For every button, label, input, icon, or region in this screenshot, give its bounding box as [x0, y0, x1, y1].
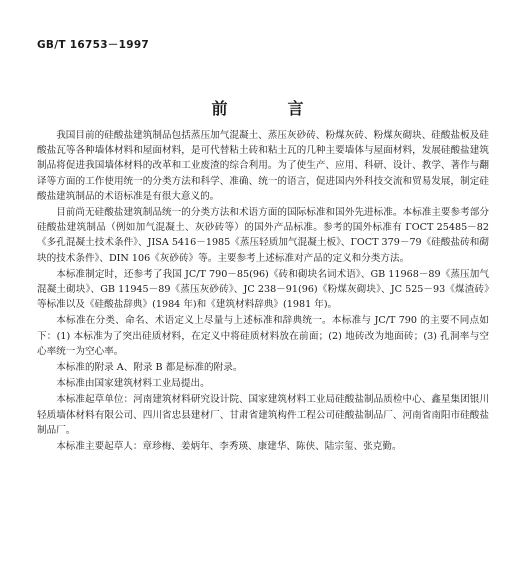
paragraph: 本标准由国家建筑材料工业局提出。: [56, 378, 210, 390]
foreword-body: [37, 128, 489, 455]
paragraph: 本标准的附录 A、附录 B 都是标准的附录。: [56, 362, 243, 374]
page-title: 前 言: [211, 99, 326, 118]
paragraph: 目前尚无硅酸盐建筑制品统一的分类方法和术语方面的国际标准和国外先进标准。本标准主要参考部分硅酸盐建筑制品（例如加气混凝土、灰砂砖等）的国外产品标准。参考的国外标准有 ГОСТ 25485－82《多孔混凝土技术条件》、JISA 5416－1985《蒸压轻质加气混凝土板》、ГОСТ 379－79《硅酸盐砖和砌块的技术条件》、DIN 106《灰砂砖》等。主要参考上述标准对产品的定义和分类方法。: [37, 207, 489, 264]
paragraph: 我国目前的硅酸盐建筑制品包括蒸压加气混凝土、蒸压灰砂砖、粉煤灰砖、粉煤灰砌块、硅酸盐板及硅酸盐瓦等各种墙体材料和屋面材料，是可代替粘土砖和粘土瓦的几种主要墙体与屋面材料，发展硅酸盐建筑制品将促进我国墙体材料的改革和工业废渣的综合利用。为了使生产、应用、科研、设计、教学、著作与翻译等方面的工作使用统一的分类方法和科学、准确、统一的语言，促进国内外科技交流和贸易发展，制定硅酸盐建筑制品的术语标准是有很大意义的。: [37, 130, 489, 202]
paragraph: 本标准在分类、命名、术语定义上尽量与上述标准和辞典统一。本标准与 JC/T 790 的主要不同点如下：(1) 本标准为了突出硅质材料，在定义中将硅质材料放在前面；(2) 地砖改为地面砖；(3) 孔洞率与空心率统一为空心率。: [37, 315, 489, 357]
paragraph: 本标准起草单位：河南建筑材料研究设计院、国家建筑材料工业局硅酸盐制品质检中心、鑫星集团银川轻质墙体材料有限公司、四川省忠县建材厂、甘肃省建筑构件工程公司硅酸盐制品厂、河南省南阳市硅酸盐制品厂。: [37, 394, 489, 436]
standard-code: GB/T 16753－1997: [37, 39, 150, 51]
paragraph: 本标准主要起草人：章珍梅、姜炳年、李秀瑛、康建华、陈侠、陆宗玺、张克勤。: [56, 441, 402, 453]
paragraph: 本标准制定时，还参考了我国 JC/T 790－85(96)《砖和砌块名词术语》、GB 11968－89《蒸压加气混凝土砌块》、GB 11945－89《蒸压灰砂砖》、JC 238－91(96)《粉煤灰砌块》、JC 525－93《煤渣砖》等标准以及《硅酸盐辞典》(1984 年)和《建筑材料辞典》(1981 年)。: [37, 268, 489, 311]
